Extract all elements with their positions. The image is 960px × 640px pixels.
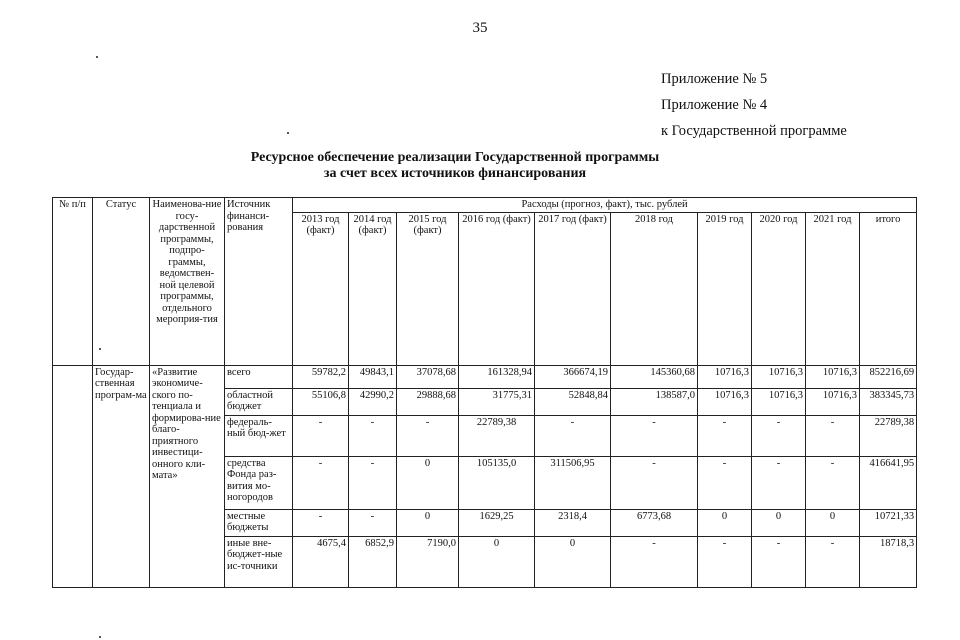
source-cell: федераль-ный бюд-жет [225, 415, 293, 456]
total-cell: 18718,3 [860, 536, 917, 587]
value-cell: - [611, 415, 698, 456]
value-cell: 6852,9 [349, 536, 397, 587]
page-number: 35 [472, 20, 488, 36]
value-cell: - [293, 509, 349, 536]
col-header-source: Источник финанси-рования [225, 198, 293, 366]
value-cell: - [806, 415, 860, 456]
value-cell: - [535, 415, 611, 456]
source-cell: средства Фонда раз-вития мо-ногородов [225, 456, 293, 509]
value-cell: 10716,3 [698, 365, 752, 388]
value-cell: - [611, 456, 698, 509]
source-cell: местные бюджеты [225, 509, 293, 536]
total-cell: 22789,38 [860, 415, 917, 456]
value-cell: 1629,25 [459, 509, 535, 536]
col-header-year: 2016 год (факт) [459, 212, 535, 365]
value-cell: 161328,94 [459, 365, 535, 388]
col-header-year: 2020 год [752, 212, 806, 365]
col-header-name: Наименова-ние госу-дарственной программы, подпро-граммы, ведомствен-ной целевой программы, отдельного мероприя-тия [150, 198, 225, 366]
table-row [53, 365, 917, 388]
col-header-year: 2018 год [611, 212, 698, 365]
value-cell: 0 [806, 509, 860, 536]
col-header-year: 2013 год (факт) [293, 212, 349, 365]
value-cell: 2318,4 [535, 509, 611, 536]
col-header-num: № п/п [53, 198, 93, 366]
value-cell: 138587,0 [611, 388, 698, 415]
col-header-status: Статус [93, 198, 150, 366]
col-header-year: 2021 год [806, 212, 860, 365]
value-cell: 7190,0 [397, 536, 459, 587]
value-cell: - [349, 415, 397, 456]
value-cell: 0 [397, 509, 459, 536]
value-cell: 4675,4 [293, 536, 349, 587]
value-cell: - [752, 456, 806, 509]
value-cell: - [349, 509, 397, 536]
value-cell: - [698, 415, 752, 456]
source-cell: областной бюджет [225, 388, 293, 415]
total-cell: 852216,69 [860, 365, 917, 388]
value-cell: 145360,68 [611, 365, 698, 388]
value-cell: 10716,3 [698, 388, 752, 415]
total-cell: 416641,95 [860, 456, 917, 509]
col-header-year: 2017 год (факт) [535, 212, 611, 365]
scan-speck [287, 132, 289, 134]
value-cell: 311506,95 [535, 456, 611, 509]
value-cell: 52848,84 [535, 388, 611, 415]
value-cell: 0 [698, 509, 752, 536]
program-name-cell: «Развитие экономиче-ского по-тенциала и формирова-ние благо-приятного инвестици-онного кли-мата» [150, 365, 225, 587]
value-cell: 0 [535, 536, 611, 587]
value-cell: 42990,2 [349, 388, 397, 415]
scan-speck [96, 56, 98, 58]
value-cell: - [698, 536, 752, 587]
title-line-2: за счет всех источников финансирования [323, 166, 587, 181]
value-cell: - [611, 536, 698, 587]
value-cell: 22789,38 [459, 415, 535, 456]
value-cell: 6773,68 [611, 509, 698, 536]
value-cell: - [806, 536, 860, 587]
value-cell: 366674,19 [535, 365, 611, 388]
value-cell: 31775,31 [459, 388, 535, 415]
value-cell: 37078,68 [397, 365, 459, 388]
appendix-line-2: Приложение № 4 [661, 97, 768, 113]
appendix-line-3: к Государственной программе [661, 123, 847, 139]
value-cell: 10716,3 [806, 388, 860, 415]
value-cell: - [397, 415, 459, 456]
value-cell: 59782,2 [293, 365, 349, 388]
value-cell: 0 [397, 456, 459, 509]
document-title [140, 150, 770, 182]
col-header-year: 2014 год (факт) [349, 212, 397, 365]
value-cell: - [752, 415, 806, 456]
scan-speck [99, 636, 101, 638]
col-header-expenses: Расходы (прогноз, факт), тыс. рублей [293, 198, 917, 213]
value-cell: 29888,68 [397, 388, 459, 415]
value-cell: 10716,3 [752, 388, 806, 415]
value-cell: 0 [459, 536, 535, 587]
value-cell: - [349, 456, 397, 509]
source-cell: всего [225, 365, 293, 388]
total-cell: 383345,73 [860, 388, 917, 415]
value-cell: - [293, 456, 349, 509]
value-cell: 49843,1 [349, 365, 397, 388]
col-header-year: 2019 год [698, 212, 752, 365]
total-cell: 10721,33 [860, 509, 917, 536]
row-num-cell [53, 365, 93, 587]
value-cell: - [293, 415, 349, 456]
col-header-total: итого [860, 212, 917, 365]
appendix-line-1: Приложение № 5 [661, 71, 768, 87]
value-cell: - [806, 456, 860, 509]
value-cell: - [752, 536, 806, 587]
value-cell: 10716,3 [806, 365, 860, 388]
status-cell: Государ-ственная програм-ма [93, 365, 150, 587]
value-cell: 10716,3 [752, 365, 806, 388]
value-cell: 0 [752, 509, 806, 536]
header-row-1 [53, 198, 917, 213]
value-cell: 55106,8 [293, 388, 349, 415]
value-cell: - [698, 456, 752, 509]
resources-table [52, 197, 917, 588]
col-header-year: 2015 год (факт) [397, 212, 459, 365]
title-line-1: Ресурсное обеспечение реализации Государственной программы [250, 150, 660, 165]
source-cell: иные вне-бюджет-ные ис-точники [225, 536, 293, 587]
value-cell: 105135,0 [459, 456, 535, 509]
